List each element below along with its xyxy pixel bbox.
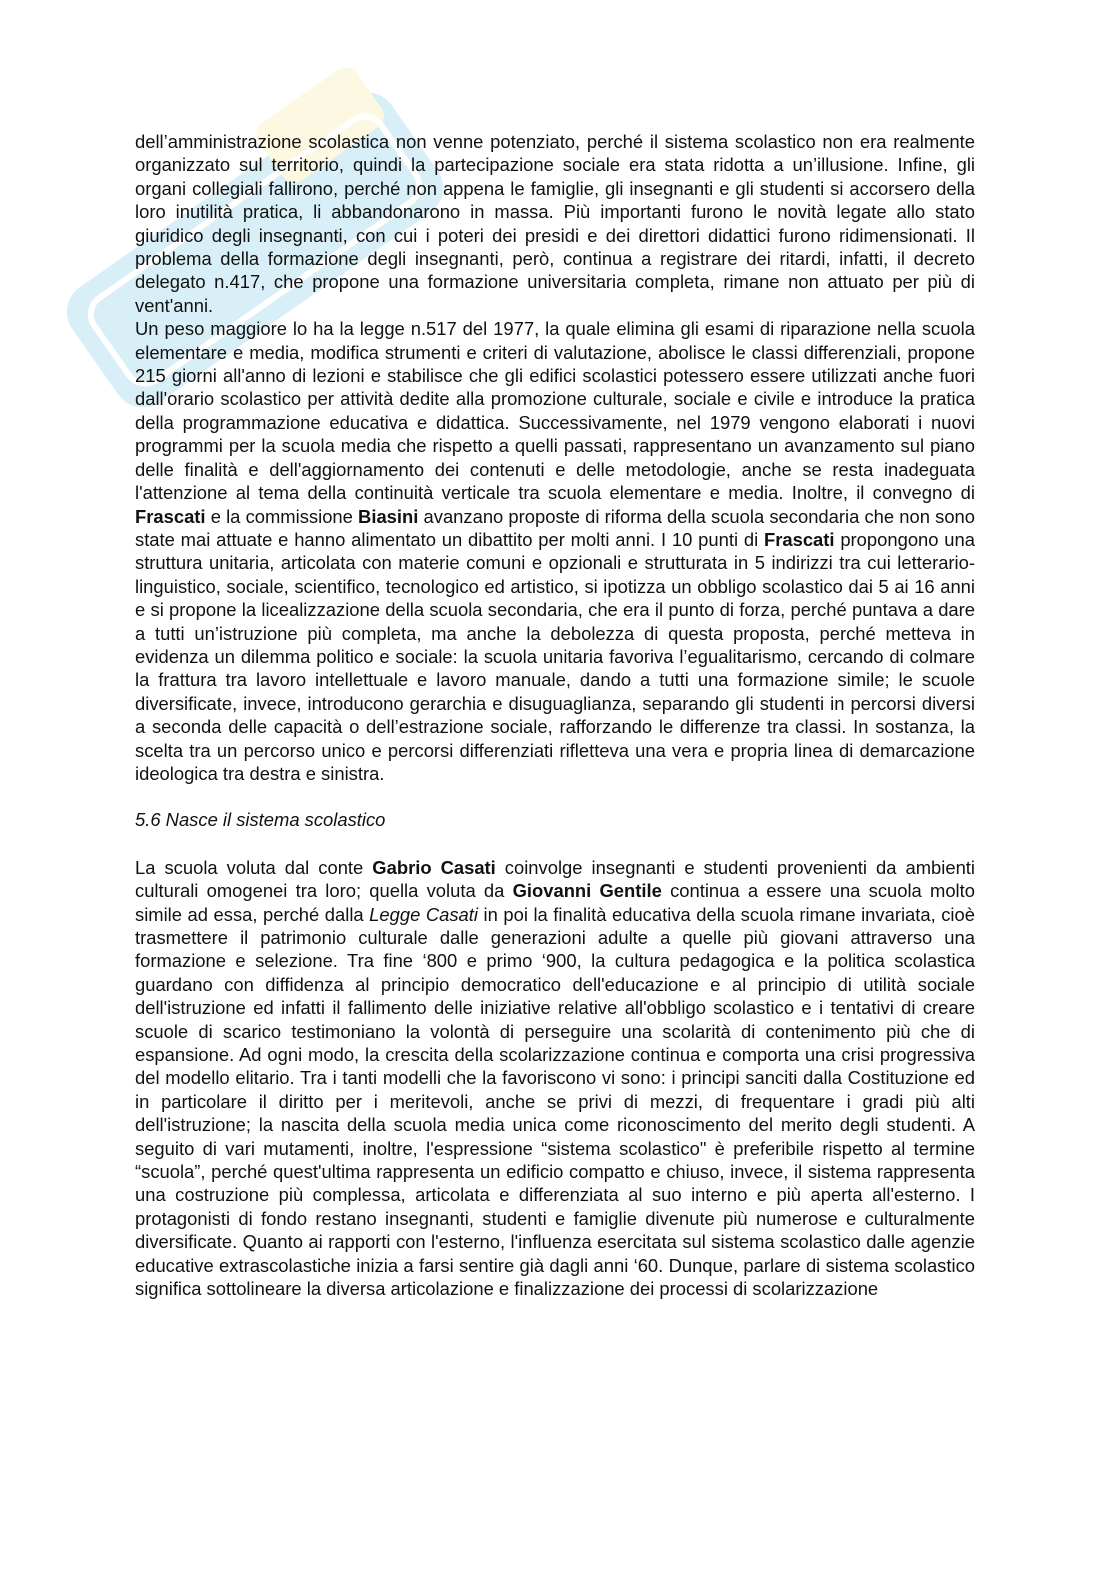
paragraph-1 <box>135 130 975 317</box>
text-run: e la commissione <box>205 505 359 527</box>
text-run: coinvolge insegnanti e studenti provenienti da ambienti culturali omogenei tra loro; quella voluta da <box>135 856 975 902</box>
bold-term: Frascati <box>763 528 835 550</box>
bold-term: Giovanni Gentile <box>512 880 662 902</box>
bold-term: Biasini <box>358 505 419 527</box>
text-run: Un peso maggiore lo ha la legge n.517 del 1977, la quale elimina gli esami di riparazione nella scuola elementare e media, modifica strumenti e criteri di valutazione, abolisce le classi differenziali, propone 215 giorni all'anno di lezioni e stabilisce che gli edifici scolastici potessero essere utilizzati anche fuori dall'orario scolastico per attività dedite alla promozione culturale, sociale e civile e introduce la pratica della programmazione educativa e didattica. Successivamente, nel 1979 vengono elaborati i nuovi programmi per la scuola media che rispetto a quelli passati, rappresentano un avanzamento sul piano delle finalità e dell'aggiornamento dei contenuti e delle metodologie, anche se resta inadeguata l'attenzione al tema della continuità verticale tra scuola elementare e media. Inoltre, il convegno di <box>135 318 975 504</box>
text-run: in poi la finalità educativa della scuola rimane invariata, cioè trasmettere il patrimonio culturale dalle generazioni adulte a quelle più giovani attraverso una formazione e selezione. Tra fine ‘800 e primo ‘900, la cultura pedagogica e la politica scolastica guardano con diffidenza al principio democratico dell'educazione e al principio di utilità sociale dell'istruzione ed infatti il fallimento delle iniziative relative all'obbligo scolastico e i tentativi di creare scuole di scarico testimoniano la volontà di perseguire una scolarità di contenimento più che di espansione. Ad ogni modo, la crescita della scolarizzazione continua e comporta una crisi progressiva del modello elitario. Tra i tanti modelli che la favoriscono vi sono: i principi sanciti dalla Costituzione ed in particolare il diritto per i meritevoli, anche se privi di mezzi, di frequentare i gradi più alti dell'istruzione; la nascita della scuola media unica come riconoscimento del merito degli studenti. A seguito di vari mutamenti, inoltre, l'espressione “sistema scolastico" è preferibile rispetto al termine “scuola”, perché quest'ultima rappresenta un edificio compatto e chiuso, invece, il sistema rappresenta una costruzione più complessa, articolata e differenziata al suo interno e più aperta all'esterno. I protagonisti di fondo restano insegnanti, studenti e famiglie divenute più numerose e culturalmente diversificate. Quanto ai rapporti con l'esterno, l'influenza esercitata sul sistema scolastico dalle agenzie educative extrascolastiche inizia a farsi sentire già dagli anni ‘60. Dunque, parlare di sistema scolastico significa sottolineare la diversa articolazione e finalizzazione dei processi di scolarizzazione <box>135 903 975 1300</box>
text-run: dell’amministrazione scolastica non venne potenziato, perché il sistema scolastico non era realmente organizzato sul territorio, quindi la partecipazione sociale era stata ridotta a un’illusione. Infine, gli organi collegiali fallirono, perché non appena le famiglie, gli insegnanti e gli studenti si accorsero della loro inutilità pratica, li abbandonarono in massa. Più importanti furono le novità legate allo stato giuridico degli insegnanti, con cui i poteri dei presidi e dei direttori didattici furono ridimensionati. Il problema della formazione degli insegnanti, però, continua a registrare dei ritardi, infatti, il decreto delegato n.417, che propone una formazione universitaria completa, rimane non attuato per più di vent'anni. <box>135 131 975 316</box>
paragraph-2 <box>135 317 975 785</box>
section-heading: 5.6 Nasce il sistema scolastico <box>135 809 386 831</box>
text-run: continua a essere una scuola molto simile ad essa, perché dalla <box>135 880 975 925</box>
paragraph-3 <box>135 856 975 1301</box>
bold-term: Frascati <box>135 505 206 527</box>
bold-term: Gabrio Casati <box>372 856 496 878</box>
text-run: La scuola voluta dal conte <box>135 856 373 878</box>
text-run: avanzano proposte di riforma della scuola secondaria che non sono state mai attuate e hanno alimentato un dibattito per molti anni. I 10 punti di <box>135 505 976 550</box>
text-run: propongono una struttura unitaria, articolata con materie comuni e opzionali e strutturata in 5 indirizzi tra cui letterario-linguistico, sociale, scientifico, tecnologico ed artistico, si ipotizza un obbligo scolastico dai 5 ai 16 anni e si propone la licealizzazione della scuola secondaria, che era il punto di forza, perché puntava a dare a tutti un’istruzione più completa, ma anche la debolezza di questa proposta, perché metteva in evidenza un dilemma politico e sociale: la scuola unitaria favoriva l’egualitarismo, cercando di colmare la frattura tra lavoro intellettuale e lavoro manuale, dando a tutti una formazione simile; le scuole diversificate, invece, introducono gerarchia e disuguaglianza, separando gli studenti in percorsi diversi a seconda delle capacità o dell’estrazione sociale, rafforzando le differenze tra classi. In sostanza, la scelta tra un percorso unico e percorsi differenziati rifletteva una vera e propria linea di demarcazione ideologica tra destra e sinistra. <box>135 528 975 784</box>
italic-term: Legge Casati <box>369 903 478 925</box>
document-body <box>135 130 975 1301</box>
